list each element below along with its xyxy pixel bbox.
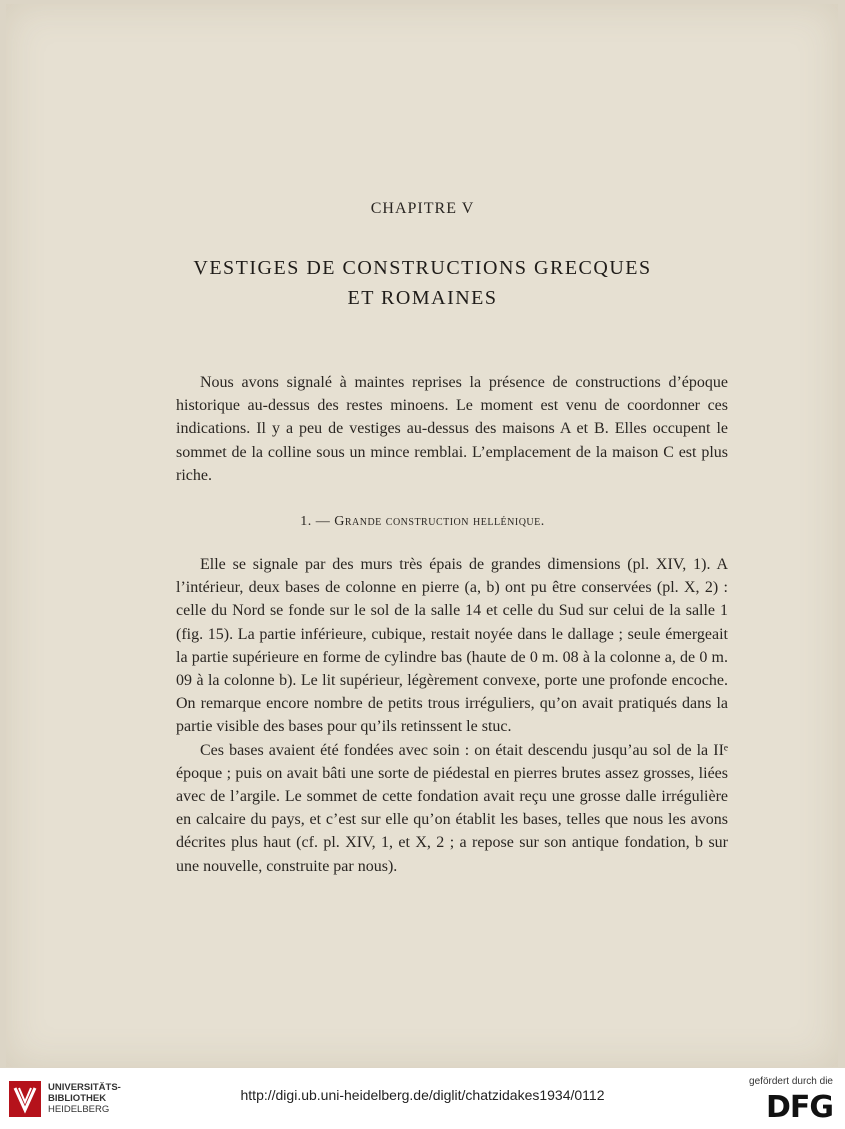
funding-note: gefördert durch die [749,1076,833,1087]
section-heading [0,514,845,530]
footer-bar [0,1068,845,1129]
section-title: Grande construction hellénique. [334,514,545,529]
permalink-url[interactable]: http://digi.ub.uni-heidelberg.de/diglit/chatzidakes1934/0112 [240,1087,605,1103]
library-name-line-2: BIBLIOTHEK [48,1093,107,1104]
chapter-title-line-1: VESTIGES DE CONSTRUCTIONS GRECQUES [193,257,652,279]
section-number: 1. — [300,514,331,529]
scanned-page [6,4,838,1067]
intro-text [176,371,728,487]
paragraph-1: Elle se signale par des murs très épais de grandes dimensions (pl. XIV, 1). A l’intérieur, deux bases de colonne en pierre (a, b) ont pu être conservées (pl. X, 2) : celle du Nord se fonde sur le sol de la salle 14 et celle du Sud sur celui de la salle 1 (fig. 15). La partie inférieure, cubique, restait noyée dans le dallage ; seule émergeait la partie supérieure en forme de cylindre bas (haute de 0 m. 08 à la colonne a, de 0 m. 09 à la colonne b). Le lit supérieur, légèrement convexe, porte une profonde encoche. On remarque encore nombre de petits trous irréguliers, qu’on avait pratiqués dans la partie visible des bases pour qu’ils retinssent le stuc. [176,556,728,736]
chapter-label: CHAPITRE V [370,200,475,217]
library-name-line-1: UNIVERSITÄTS- [48,1082,121,1093]
chapter-title [0,253,845,313]
library-name-line-3: HEIDELBERG [48,1104,110,1115]
main-text [176,553,728,878]
intro-paragraph: Nous avons signalé à maintes reprises la présence de constructions d’époque historique au-dessus des restes minoens. Le moment est venu de coordonner ces indications. Il y a peu de vestiges au-dessus des maisons A et B. Elles occupent le sommet de la colline sous un mince remblai. L’emplacement de la maison C est plus riche. [176,374,728,484]
chapter-title-line-2: ET ROMAINES [347,287,498,309]
paragraph-2: Ces bases avaient été fondées avec soin : on était descendu jusqu’au sol de la IIᵉ époque ; puis on avait bâti une sorte de piédestal en pierres brutes assez grosses, liées avec de l’argile. Le sommet de cette fondation avait reçu une grosse dalle irrégulière en calcaire du pays, et c’est sur elle qu’on établit les bases, telles que nous les avons décrites plus haut (cf. pl. XIV, 1, et X, 2 ; a repose sur son antique fondation, b sur une nouvelle, construite par nous). [176,741,728,875]
dfg-logo: DFG [765,1090,833,1125]
